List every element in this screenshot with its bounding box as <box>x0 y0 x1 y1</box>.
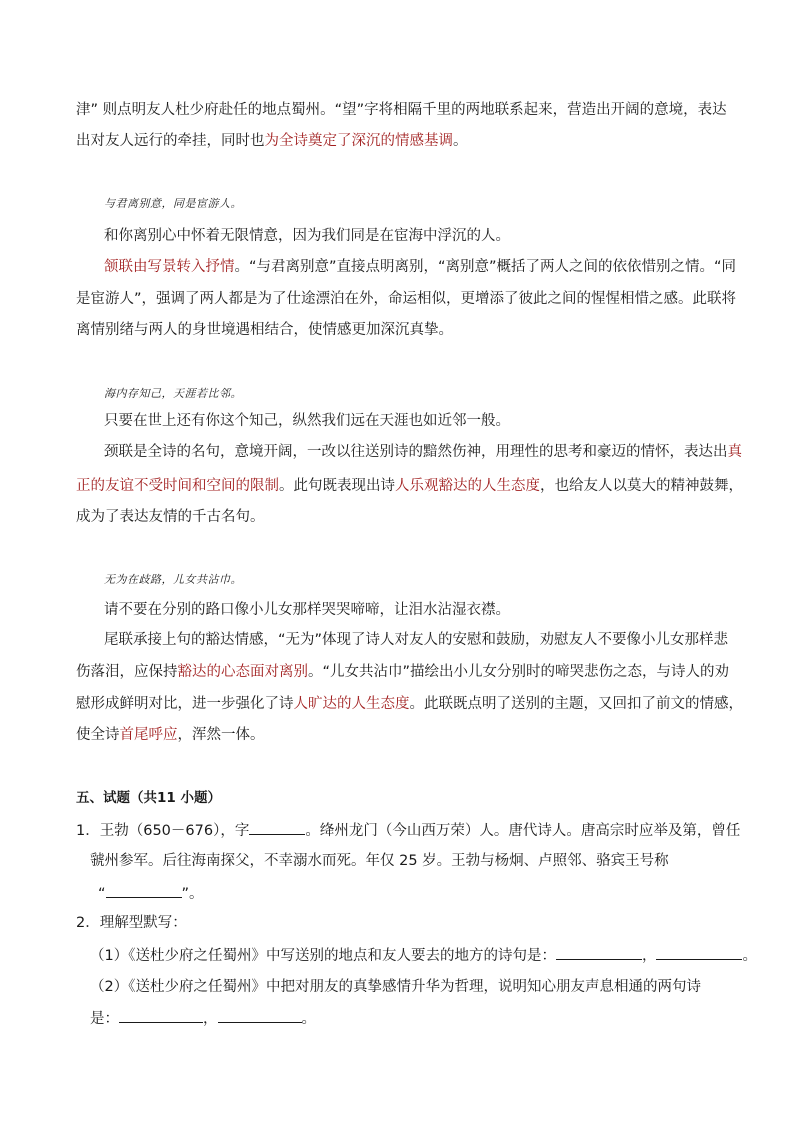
answer-blank[interactable] <box>656 945 742 960</box>
note-line <box>76 476 743 496</box>
text-run: 。此句既表现出诗 <box>279 478 395 494</box>
highlight-text: 人旷达的人生态度 <box>293 696 410 712</box>
text-run: 1．王勃（650－676），字 <box>76 823 250 839</box>
paragraph-line <box>76 100 727 120</box>
note-line: 是宦游人”，强调了两人都是为了仕途漂泊在外，命运相似，更增添了彼此之间的惺惺相惜之感。此联将 <box>76 291 737 307</box>
highlight-text: 人乐观豁达的人生态度 <box>395 478 540 494</box>
paragraph-line <box>76 131 468 151</box>
poem-line: 与君离别意，同是宦游人。 <box>104 197 242 210</box>
text-run: 是： <box>90 1011 119 1027</box>
highlight-text: 真 <box>727 444 742 460</box>
highlight-text: 首尾呼应 <box>119 727 178 743</box>
translation-line: 请不要在分别的路口像小儿女那样哭哭啼啼，让泪水沾湿衣襟。 <box>104 602 510 618</box>
text-run: ，浑然一体。 <box>177 727 265 743</box>
note-line: 离情别绪与两人的身世境遇相结合，使情感更加深沉真挚。 <box>76 322 453 338</box>
translation-line: 和你离别心中怀着无限情意，因为我们同是在宦海中浮沉的人。 <box>104 228 510 244</box>
highlight-text: 为全诗奠定了深沉的情感基调 <box>264 133 453 149</box>
translation-line: 只要在世上还有你这个知己，纵然我们远在天涯也如近邻一般。 <box>104 413 510 429</box>
text-run: 。此联既点明了送别的主题，又回扣了前文的情感， <box>409 696 743 712</box>
text-run: “ <box>98 886 106 902</box>
question-line: （2）《送杜少府之任蜀州》中把对朋友的真挚感情升华为哲理，说明知心朋友声息相通的两句诗 <box>90 979 701 995</box>
question-line <box>90 945 757 966</box>
text-run: 。 <box>301 1011 316 1027</box>
text-run: 。 <box>742 948 757 964</box>
highlight-text: 正的友谊不受时间和空间的限制 <box>76 478 279 494</box>
question-line <box>90 1008 316 1029</box>
poem-line: 无为在歧路，儿女共沾巾。 <box>104 573 242 586</box>
text-run: ， <box>203 1011 218 1027</box>
text-run: 。“儿女共沾巾”描绘出小儿女分别时的啼哭悲伤之态，与诗人的劝 <box>308 664 730 680</box>
text-run: （1）《送杜少府之任蜀州》中写送别的地点和友人要去的地方的诗句是： <box>90 948 556 964</box>
note-line: 尾联承接上句的豁达情感，“无为”体现了诗人对友人的安慰和鼓励，劝慰友人不要像小儿女那样悲 <box>104 632 729 648</box>
text-run: 慰形成鲜明对比，进一步强化了诗 <box>76 696 294 712</box>
text-run: 颈联是全诗的名句，意境开阔，一改以往送别诗的黯然伤神，用理性的思考和豪迈的情怀，表达出 <box>104 444 728 460</box>
poem-line: 海内存知己，天涯若比邻。 <box>104 387 242 400</box>
text-run: 。“与君离别意”直接点明离别，“离别意”概括了两人之间的依依惜别之情。“同 <box>234 259 737 275</box>
note-line <box>76 725 265 745</box>
answer-blank[interactable] <box>556 945 642 960</box>
text-run: ，也给友人以莫大的精神鼓舞， <box>540 478 743 494</box>
note-line <box>76 694 743 714</box>
text-run: 。 <box>453 133 468 149</box>
answer-blank[interactable] <box>218 1008 302 1023</box>
question-line <box>76 820 740 841</box>
text-run: 津” 则点明友人杜少府赴任的地点蜀州。“望”字将相隔千里的两地联系起来，营造出开阔的意境，表达 <box>76 102 727 118</box>
text-run: 使全诗 <box>76 727 120 743</box>
note-line <box>104 442 742 462</box>
question-title: 2．理解型默写： <box>76 915 187 931</box>
note-line <box>104 257 736 277</box>
question-line <box>98 883 204 904</box>
text-run: ， <box>641 948 657 964</box>
note-line: 成为了表达友情的千古名句。 <box>76 509 265 525</box>
text-run: ”。 <box>181 886 204 902</box>
answer-blank[interactable] <box>106 883 182 898</box>
text-run: 。绛州龙门（今山西万荣）人。唐代诗人。唐高宗时应举及第，曾任 <box>305 823 741 839</box>
text-run: 出对友人远行的牵挂，同时也 <box>76 133 265 149</box>
section-heading: 五、试题（共11 小题） <box>76 790 221 806</box>
question-line: 虢州参军。后往海南探父，不幸溺水而死。年仅 25 岁。王勃与杨炯、卢照邻、骆宾王号称 <box>90 853 669 869</box>
highlight-text: 豁达的心态面对离别 <box>177 664 308 680</box>
answer-blank[interactable] <box>249 820 305 835</box>
note-line <box>76 662 729 682</box>
highlight-text: 颔联由写景转入抒情 <box>104 259 235 275</box>
answer-blank[interactable] <box>119 1008 203 1023</box>
text-run: 伤落泪，应保持 <box>76 664 178 680</box>
